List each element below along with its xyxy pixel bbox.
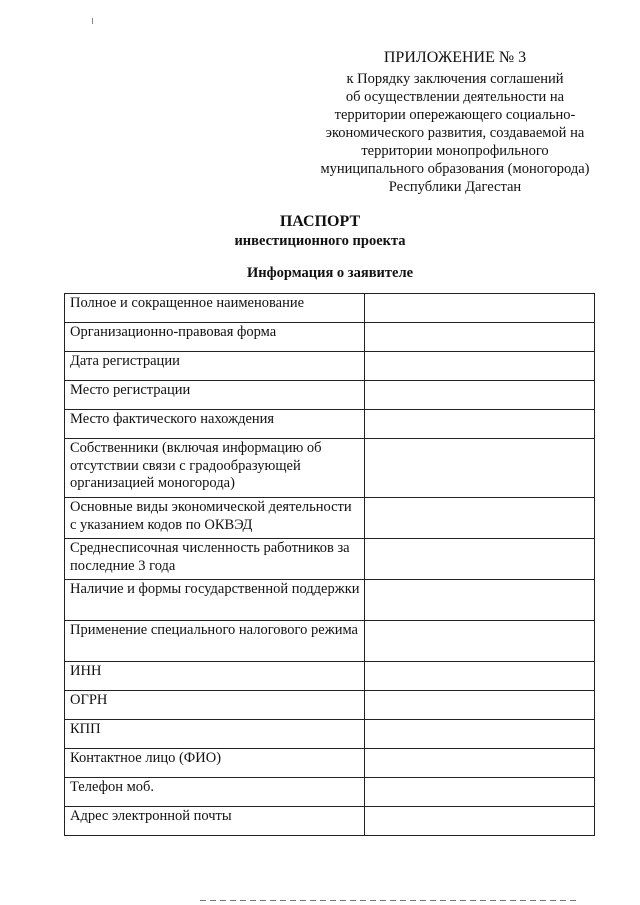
row-label: Наличие и формы государственной поддержки — [70, 581, 360, 597]
table-row — [65, 352, 595, 381]
row-label: Применение специального налогового режима — [70, 622, 358, 638]
table-row — [65, 498, 595, 539]
row-value-cell[interactable] — [365, 720, 595, 749]
row-label: ОГРН — [70, 692, 108, 708]
row-label-cell — [65, 749, 365, 778]
row-label: Организационно-правовая форма — [70, 324, 277, 340]
table-row — [65, 621, 595, 662]
scan-artifact-mark — [92, 18, 93, 24]
appendix-line: Республики Дагестан — [388, 179, 522, 195]
row-label-cell — [65, 778, 365, 807]
row-label-cell — [65, 621, 365, 662]
row-label-cell — [65, 580, 365, 621]
appendix-line: к Порядку заключения соглашений — [346, 71, 564, 87]
row-value-cell[interactable] — [365, 323, 595, 352]
row-value-cell[interactable] — [365, 580, 595, 621]
row-value-cell[interactable] — [365, 439, 595, 498]
applicant-info-table — [64, 293, 595, 836]
appendix-line: территории монопрофильного — [361, 143, 549, 159]
table-row — [65, 294, 595, 323]
row-value-cell[interactable] — [365, 749, 595, 778]
row-label: Телефон моб. — [70, 779, 155, 795]
row-label-cell — [65, 691, 365, 720]
row-label: Основные виды экономической деятельности с указанием кодов по ОКВЭД — [70, 499, 352, 533]
table-row — [65, 662, 595, 691]
appendix-number: ПРИЛОЖЕНИЕ № 3 — [383, 49, 527, 66]
table-row — [65, 410, 595, 439]
row-label-cell — [65, 323, 365, 352]
row-value-cell[interactable] — [365, 621, 595, 662]
appendix-line: об осуществлении деятельности на — [345, 89, 565, 105]
row-label: ИНН — [70, 663, 102, 679]
row-label: Полное и сокращенное наименование — [70, 295, 305, 311]
table-row — [65, 749, 595, 778]
row-label-cell — [65, 662, 365, 691]
row-label-cell — [65, 294, 365, 323]
row-label-cell — [65, 720, 365, 749]
appendix-line: экономического развития, создаваемой на — [325, 125, 585, 141]
row-label: Собственники (включая информацию об отсутствии связи с градообразующей организацией моногорода) — [70, 440, 322, 491]
row-label: Дата регистрации — [70, 353, 180, 369]
table-row — [65, 323, 595, 352]
row-label-cell — [65, 539, 365, 580]
row-value-cell[interactable] — [365, 807, 595, 836]
row-value-cell[interactable] — [365, 498, 595, 539]
row-label-cell — [65, 352, 365, 381]
row-label: Адрес электронной почты — [70, 808, 232, 824]
table-row — [65, 720, 595, 749]
table-row — [65, 539, 595, 580]
section-title: Информация о заявителе — [246, 265, 414, 281]
row-value-cell[interactable] — [365, 662, 595, 691]
row-label: КПП — [70, 721, 101, 737]
row-label: Место фактического нахождения — [70, 411, 275, 427]
table-row — [65, 691, 595, 720]
row-label-cell — [65, 410, 365, 439]
row-label-cell — [65, 807, 365, 836]
row-value-cell[interactable] — [365, 778, 595, 807]
row-label: Контактное лицо (ФИО) — [70, 750, 222, 766]
row-label: Среднесписочная численность работников за последние 3 года — [70, 540, 350, 574]
table-row — [65, 778, 595, 807]
table-row — [65, 381, 595, 410]
appendix-line: муниципального образования (моногорода) — [320, 161, 590, 177]
row-value-cell[interactable] — [365, 352, 595, 381]
row-value-cell[interactable] — [365, 539, 595, 580]
scan-bottom-edge — [200, 900, 580, 901]
table-row — [65, 580, 595, 621]
row-value-cell[interactable] — [365, 381, 595, 410]
row-label-cell — [65, 381, 365, 410]
row-label: Место регистрации — [70, 382, 191, 398]
appendix-line: территории опережающего социально- — [334, 107, 576, 123]
row-label-cell — [65, 439, 365, 498]
document-title: ПАСПОРТ — [279, 213, 361, 230]
table-row — [65, 439, 595, 498]
row-value-cell[interactable] — [365, 410, 595, 439]
row-value-cell[interactable] — [365, 691, 595, 720]
document-subtitle: инвестиционного проекта — [234, 233, 406, 249]
row-value-cell[interactable] — [365, 294, 595, 323]
row-label-cell — [65, 498, 365, 539]
table-row — [65, 807, 595, 836]
appendix-header — [300, 48, 610, 196]
